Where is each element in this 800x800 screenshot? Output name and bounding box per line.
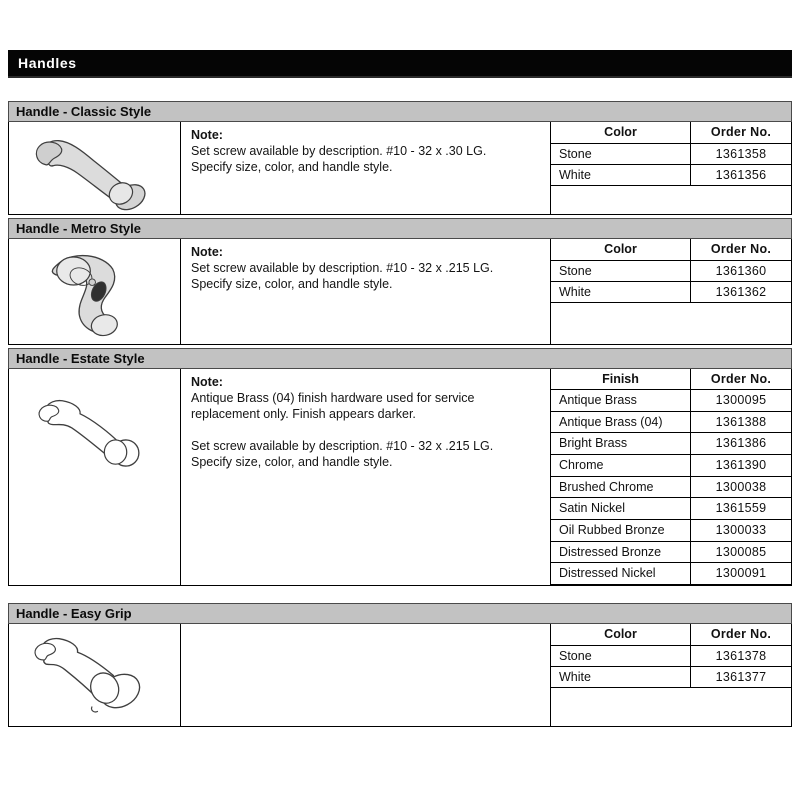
order-number-cell: 1361358 (715, 147, 767, 161)
finish-column-header-row (551, 369, 791, 390)
spacer (8, 78, 792, 101)
easy-grip-handle-illustration (20, 629, 170, 721)
order-number-cell: 1361559 (715, 501, 767, 516)
page-title-bar (8, 50, 792, 78)
finish-name-cell: Satin Nickel (551, 498, 691, 519)
order-no-column-header: Order No. (710, 627, 772, 641)
order-table (551, 122, 791, 214)
finish-name-cell: Chrome (551, 455, 691, 476)
section-classic-style (8, 101, 792, 215)
color-column-header: Color (551, 624, 691, 645)
finish-name-cell: White (551, 282, 691, 302)
order-no-column-header: Order No. (710, 372, 772, 386)
order-number-cell: 1300095 (715, 392, 767, 407)
section-title-bar (8, 101, 792, 122)
section-easy-grip (8, 603, 792, 727)
order-number-cell: 1300038 (715, 479, 767, 494)
table-row (551, 433, 791, 455)
color-column-header: Color (551, 122, 691, 143)
color-column-header: Color (551, 239, 691, 260)
order-table (551, 239, 791, 344)
classic-handle-illustration (20, 124, 170, 212)
note-heading: Note: (191, 128, 223, 142)
table-row (551, 390, 791, 412)
finish-column-header: Finish (551, 369, 691, 389)
table-rows (551, 261, 791, 303)
order-number-cell: 1361390 (715, 457, 767, 472)
note-cell (181, 239, 551, 344)
section-title: Handle - Estate Style (16, 351, 145, 366)
note-heading: Note: (191, 245, 223, 259)
table-header-row (551, 239, 791, 261)
section-title: Handle - Metro Style (16, 221, 141, 236)
table-blank-area (551, 303, 791, 344)
order-number-cell: 1361360 (715, 264, 767, 278)
note-line: replacement only. Finish appears darker. (191, 407, 416, 421)
table-header-row (551, 624, 791, 646)
section-metro-style (8, 218, 792, 345)
order-table (551, 369, 791, 585)
section-title-bar (8, 218, 792, 239)
table-blank-area (551, 688, 791, 726)
note-line: Set screw available by description. #10 - 32 x .30 LG. (191, 144, 487, 158)
finish-name-cell: Oil Rubbed Bronze (551, 520, 691, 541)
note-line: Antique Brass (04) finish hardware used for service (191, 391, 475, 405)
finish-name-cell: Brushed Chrome (551, 477, 691, 498)
note-line: Specify size, color, and handle style. (191, 455, 393, 469)
table-row (551, 520, 791, 542)
note-lines (191, 390, 540, 470)
table-row (551, 455, 791, 477)
section-estate-style (8, 348, 792, 586)
finish-name-cell: Distressed Nickel (551, 563, 691, 584)
section-title: Handle - Easy Grip (16, 606, 132, 621)
finish-name-cell: Stone (551, 144, 691, 164)
note-line: Set screw available by description. #10 - 32 x .215 LG. (191, 439, 494, 453)
table-row (551, 563, 791, 585)
note-line: Set screw available by description. #10 - 32 x .215 LG. (191, 261, 494, 275)
spacer (8, 586, 792, 603)
table-row (551, 261, 791, 282)
section-title-bar (8, 603, 792, 624)
table-row (551, 165, 791, 186)
estate-handle-illustration (25, 387, 165, 477)
finish-name-cell: Antique Brass (04) (551, 412, 691, 433)
table-row (551, 412, 791, 434)
note-line: Specify size, color, and handle style. (191, 277, 393, 291)
order-number-cell: 1361386 (715, 436, 767, 451)
section-body (8, 624, 792, 727)
order-number-cell: 1300033 (715, 522, 767, 537)
product-image-cell (9, 624, 181, 726)
section-body (8, 369, 792, 586)
order-no-column-header: Order No. (710, 242, 772, 256)
table-row (551, 498, 791, 520)
note-lines (191, 143, 540, 175)
finish-name-cell: White (551, 165, 691, 185)
finish-name-cell: Distressed Bronze (551, 542, 691, 563)
order-table (551, 624, 791, 726)
table-row (551, 646, 791, 667)
table-header-row (551, 122, 791, 144)
order-number-cell: 1361388 (715, 414, 767, 429)
finish-name-cell: Bright Brass (551, 433, 691, 454)
note-heading: Note: (191, 375, 223, 389)
order-number-cell: 1300085 (715, 544, 767, 559)
note-lines (191, 260, 540, 292)
page-title: Handles (18, 55, 77, 71)
order-number-cell: 1361356 (715, 168, 767, 182)
finish-name-cell: Stone (551, 646, 691, 666)
product-image-cell (9, 122, 181, 214)
table-row (551, 542, 791, 564)
table-row (551, 282, 791, 303)
product-image-cell (9, 369, 181, 585)
section-body (8, 122, 792, 215)
table-rows (551, 144, 791, 186)
table-blank-area (551, 186, 791, 214)
product-image-cell (9, 239, 181, 344)
table-row (551, 144, 791, 165)
note-cell-empty (181, 624, 551, 726)
order-number-cell: 1361378 (715, 649, 767, 663)
section-body (8, 239, 792, 345)
metro-handle-illustration (25, 242, 165, 342)
note-line (191, 422, 540, 438)
finish-name-cell: White (551, 667, 691, 687)
table-rows (551, 646, 791, 688)
note-line: Specify size, color, and handle style. (191, 160, 393, 174)
section-title: Handle - Classic Style (16, 104, 152, 119)
note-cell (181, 369, 551, 585)
table-row (551, 667, 791, 688)
note-cell (181, 122, 551, 214)
order-number-cell: 1361377 (715, 670, 767, 684)
order-number-cell: 1300091 (715, 566, 767, 581)
order-no-column-header: Order No. (710, 125, 772, 139)
finish-name-cell: Antique Brass (551, 390, 691, 411)
table-row (551, 477, 791, 499)
finish-name-cell: Stone (551, 261, 691, 281)
order-number-cell: 1361362 (715, 285, 767, 299)
table-rows (551, 390, 791, 585)
section-title-bar (8, 348, 792, 369)
